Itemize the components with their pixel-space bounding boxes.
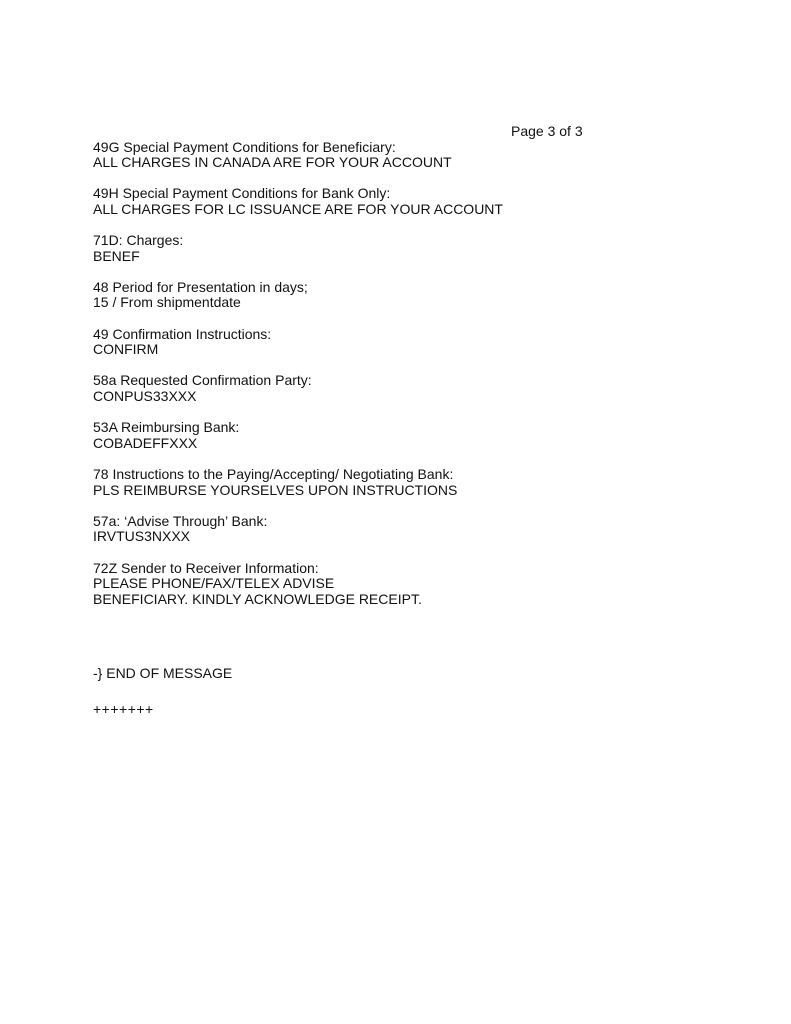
field-label: 58a Requested Confirmation Party: xyxy=(93,372,312,389)
field-58a xyxy=(93,373,733,404)
field-label: 49 Confirmation Instructions: xyxy=(93,325,272,342)
field-value: CONFIRM xyxy=(93,341,159,358)
field-label: 48 Period for Presentation in days; xyxy=(93,278,308,295)
field-value: 15 / From shipmentdate xyxy=(93,294,241,311)
field-value: COBADEFFXXX xyxy=(93,434,198,451)
document-body xyxy=(93,140,733,623)
field-71d xyxy=(93,233,733,264)
page-number: Page 3 of 3 xyxy=(511,123,583,139)
field-49g xyxy=(93,140,733,171)
end-of-message: -} END OF MESSAGE xyxy=(93,665,233,681)
field-value: CONPUS33XXX xyxy=(93,388,197,404)
field-value: PLS REIMBURSE YOURSELVES UPON INSTRUCTIONS xyxy=(93,481,458,498)
field-53a xyxy=(93,420,733,451)
field-label: 57a: ‘Advise Through’ Bank: xyxy=(93,512,268,529)
field-value: IRVTUS3NXXX xyxy=(93,528,190,545)
field-value: ALL CHARGES IN CANADA ARE FOR YOUR ACCOUNT xyxy=(93,154,452,171)
field-value: ALL CHARGES FOR LC ISSUANCE ARE FOR YOUR ACCOUNT xyxy=(93,200,503,217)
field-48 xyxy=(93,280,733,311)
field-72z xyxy=(93,561,733,608)
field-57a xyxy=(93,514,733,545)
field-label: 49H Special Payment Conditions for Bank Only: xyxy=(93,185,391,202)
message-terminator: +++++++ xyxy=(93,700,154,717)
field-label: 72Z Sender to Receiver Information: xyxy=(93,559,319,576)
field-label: 78 Instructions to the Paying/Accepting/ Negotiating Bank: xyxy=(93,465,454,482)
field-49h xyxy=(93,186,733,217)
field-label: 71D: Charges: xyxy=(93,232,184,249)
field-value: BENEFICIARY. KINDLY ACKNOWLEDGE RECEIPT. xyxy=(93,590,422,607)
field-49 xyxy=(93,327,733,358)
field-label: 49G Special Payment Conditions for Beneficiary: xyxy=(93,138,396,155)
field-label: 53A Reimbursing Bank: xyxy=(93,419,240,436)
field-value: PLEASE PHONE/FAX/TELEX ADVISE xyxy=(93,575,335,592)
field-value: BENEF xyxy=(93,247,140,264)
message-footer xyxy=(93,666,232,717)
field-78 xyxy=(93,467,733,498)
